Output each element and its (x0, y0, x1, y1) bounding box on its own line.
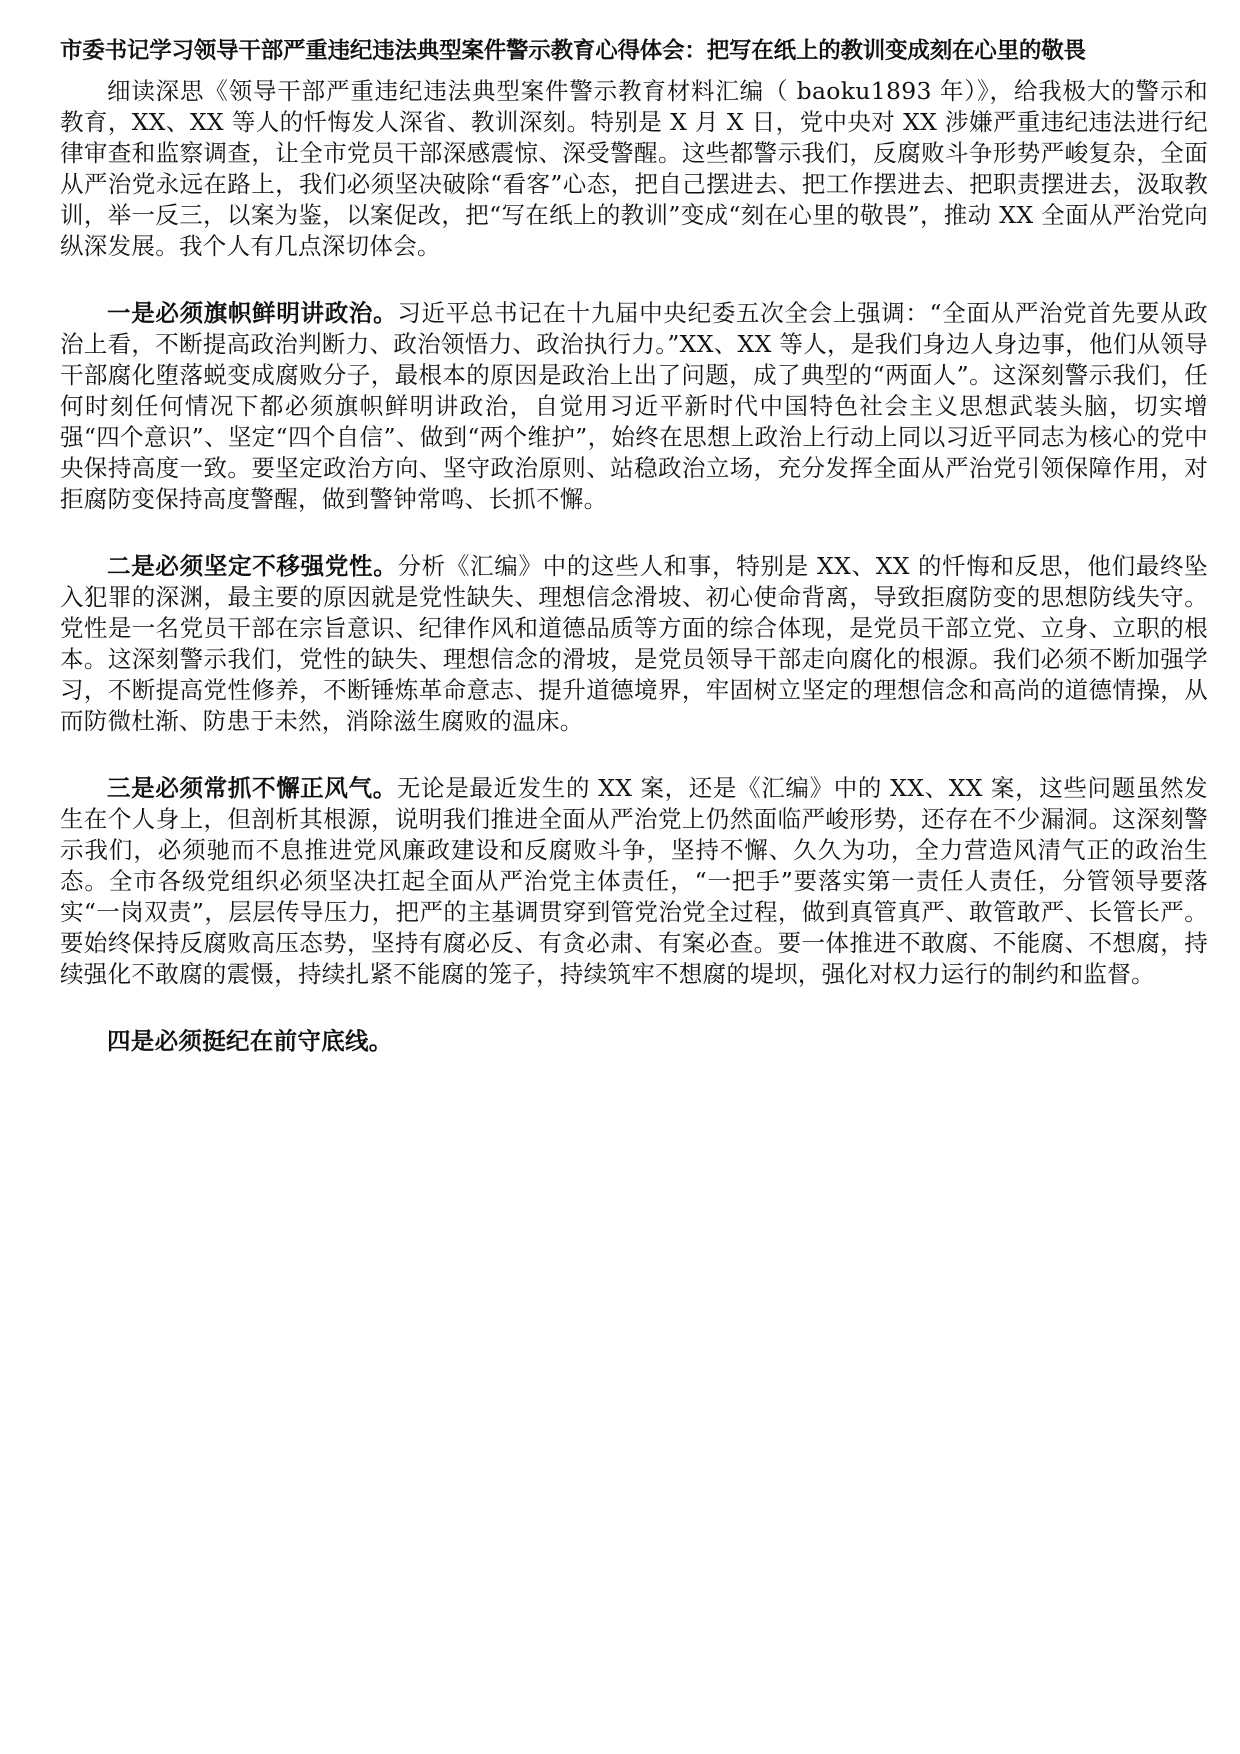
paragraph-intro (60, 76, 1208, 262)
paragraph-lead: 一是必须旗帜鲜明讲政治。 (107, 299, 398, 327)
paragraph-point-1 (60, 298, 1208, 515)
paragraph-point-3 (60, 773, 1208, 990)
paragraph-text: 无论是最近发生的 XX 案，还是《汇编》中的 XX、XX 案，这些问题虽然发生在个人身上，但剖析其根源，说明我们推进全面从严治党上仍然面临严峻形势，还存在不少漏洞。这深刻警示我们，必须驰而不息推进党风廉政建设和反腐败斗争，坚持不懈、久久为功，全力营造风清气正的政治生态。全市各级党组织必须坚决扛起全面从严治党主体责任，“一把手”要落实第一责任人责任，分管领导要落实“一岗双责”，层层传导压力，把严的主基调贯穿到管党治党全过程，做到真管真严、敢管敢严、长管长严。要始终保持反腐败高压态势，坚持有腐必反、有贪必肃、有案必查。要一体推进不敢腐、不能腐、不想腐，持续强化不敢腐的震慑，持续扎紧不能腐的笼子，持续筑牢不想腐的堤坝，强化对权力运行的制约和监督。 (60, 774, 1208, 988)
paragraph-lead: 二是必须坚定不移强党性。 (107, 552, 398, 580)
paragraph-text: 习近平总书记在十九届中央纪委五次全会上强调：“全面从严治党首先要从政治上看，不断提高政治判断力、政治领悟力、政治执行力。”XX、XX 等人，是我们身边人身边事，他们从领导干部腐化堕落蜕变成腐败分子，最根本的原因是政治上出了问题，成了典型的“两面人”。这深刻警示我们，任何时刻任何情况下都必须旗帜鲜明讲政治，自觉用习近平新时代中国特色社会主义思想武装头脑，切实增强“四个意识”、坚定“四个自信”、做到“两个维护”，始终在思想上政治上行动上同以习近平同志为核心的党中央保持高度一致。要坚定政治方向、坚守政治原则、站稳政治立场，充分发挥全面从严治党引领保障作用，对拒腐防变保持高度警醒，做到警钟常鸣、长抓不懈。 (60, 299, 1208, 513)
paragraph-lead: 三是必须常抓不懈正风气。 (107, 774, 397, 802)
paragraph-lead: 四是必须挺纪在前守底线。 (107, 1027, 393, 1055)
paragraph-text: 细读深思《领导干部严重违纪违法典型案件警示教育材料汇编（ baoku1893 年）》，给我极大的警示和教育，XX、XX 等人的忏悔发人深省、教训深刻。特别是 X 月 X 日，党中央对 XX 涉嫌严重违纪违法进行纪律审查和监察调查，让全市党员干部深感震惊、深受警醒。这些都警示我们，反腐败斗争形势严峻复杂，全面从严治党永远在路上，我们必须坚决破除“看客”心态，把自己摆进去、把工作摆进去、把职责摆进去，汲取教训，举一反三，以案为鉴，以案促改，把“写在纸上的教训”变成“刻在心里的敬畏”，推动 XX 全面从严治党向纵深发展。我个人有几点深切体会。 (60, 77, 1208, 260)
document-page (60, 34, 1208, 1093)
paragraph-point-4 (60, 1026, 1208, 1057)
paragraph-point-2 (60, 551, 1208, 737)
paragraph-text: 分析《汇编》中的这些人和事，特别是 XX、XX 的忏悔和反思，他们最终坠入犯罪的深渊，最主要的原因就是党性缺失、理想信念滑坡、初心使命背离，导致拒腐防变的思想防线失守。党性是一名党员干部在宗旨意识、纪律作风和道德品质等方面的综合体现，是党员干部立党、立身、立职的根本。这深刻警示我们，党性的缺失、理想信念的滑坡，是党员领导干部走向腐化的根源。我们必须不断加强学习，不断提高党性修养，不断锤炼革命意志、提升道德境界，牢固树立坚定的理想信念和高尚的道德情操，从而防微杜渐、防患于未然，消除滋生腐败的温床。 (60, 552, 1208, 735)
document-title: 市委书记学习领导干部严重违纪违法典型案件警示教育心得体会：把写在纸上的教训变成刻在心里的敬畏 (60, 38, 1086, 64)
